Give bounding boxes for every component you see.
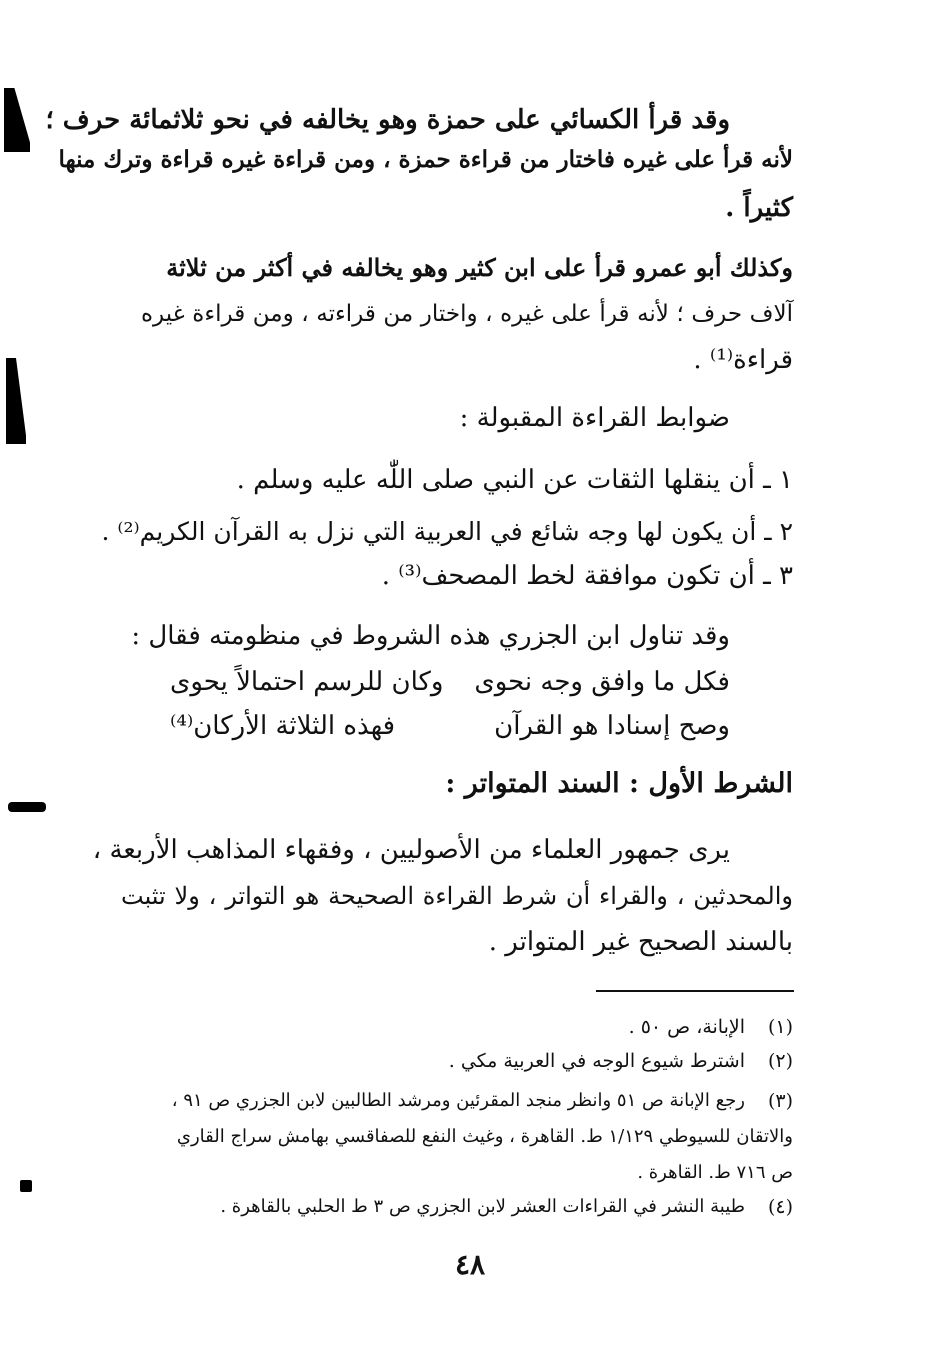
poem-intro: وقد تناول ابن الجزري هذه الشروط في منظومته فقال : — [131, 621, 730, 651]
margin-mark-top — [4, 88, 30, 152]
footnote-number: (٣) — [767, 1090, 793, 1112]
criteria-heading: ضوابط القراءة المقبولة : — [459, 403, 730, 433]
verse-2-first-hemistich: وصح إسنادا هو القرآن — [494, 711, 730, 741]
footnote-divider — [596, 990, 794, 992]
page-number: ٤٨ — [454, 1248, 486, 1281]
verse-1-first-hemistich: فكل ما وافق وجه نحوى — [474, 667, 730, 697]
para1-line1: وقد قرأ الكسائي على حمزة وهو يخالفه في نحو ثلاثمائة حرف ؛ — [45, 105, 730, 135]
footnote-number: (١) — [767, 1016, 793, 1038]
para3-line2: والمحدثين ، والقراء أن شرط القراءة الصحيحة هو التواتر ، ولا تثبت — [121, 882, 793, 910]
footnote-number: (٤) — [767, 1196, 793, 1218]
para3-line1: يرى جمهور العلماء من الأصوليين ، وفقهاء المذاهب الأربعة ، — [92, 835, 730, 865]
footnote-number: (٢) — [767, 1050, 793, 1072]
footnote-text: والاتقان للسيوطي ١/١٢٩ ط. القاهرة ، وغيث النفع للصفاقسي بهامش سراج القاري — [176, 1126, 793, 1147]
margin-mark-bottom — [20, 1180, 32, 1192]
para2-line3: قراءة⁽¹⁾ . — [693, 345, 793, 375]
poem-verse-1 — [170, 662, 730, 702]
margin-mark-dash — [8, 802, 46, 812]
footnote-text: طيبة النشر في القراءات العشر لابن الجزري ص ٣ ط الحلبي بالقاهرة . — [220, 1196, 745, 1217]
footnote-text: ص ٧١٦ ط. القاهرة . — [637, 1162, 793, 1183]
para3-line3: بالسند الصحيح غير المتواتر . — [488, 927, 793, 957]
poem-verse-2 — [170, 706, 730, 746]
criterion-3: ٣ ـ أن تكون موافقة لخط المصحف⁽³⁾ . — [381, 561, 793, 591]
criterion-1: ١ ـ أن ينقلها الثقات عن النبي صلى اللّٰه عليه وسلم . — [236, 465, 793, 495]
footnote-text: اشترط شيوع الوجه في العربية مكي . — [448, 1050, 745, 1072]
criterion-2: ٢ ـ أن يكون لها وجه شائع في العربية التي نزل به القرآن الكريم⁽²⁾ . — [101, 517, 793, 546]
para1-line2: لأنه قرأ على غيره فاختار من قراءة حمزة ، ومن قراءة غيره قراءة وترك منها — [58, 146, 793, 173]
footnote-text: الإبانة، ص ٥٠ . — [628, 1016, 745, 1038]
verse-2-second-hemistich: فهذه الثلاثة الأركان⁽⁴⁾ — [170, 711, 396, 741]
para1-line3: كثيراً . — [725, 193, 793, 223]
footnote-text: رجع الإبانة ص ٥١ وانظر منجد المقرئين ومرشد الطالبين لابن الجزري ص ٩١ ، — [171, 1090, 745, 1111]
verse-1-second-hemistich: وكان للرسم احتمالاً يحوى — [170, 667, 444, 697]
para2-line2: آلاف حرف ؛ لأنه قرأ على غيره ، واختار من قراءته ، ومن قراءة غيره — [141, 301, 793, 327]
section-heading: الشرط الأول : السند المتواتر : — [445, 768, 793, 799]
margin-mark-middle — [6, 358, 26, 444]
para2-line1: وكذلك أبو عمرو قرأ على ابن كثير وهو يخالفه في أكثر من ثلاثة — [166, 253, 793, 282]
